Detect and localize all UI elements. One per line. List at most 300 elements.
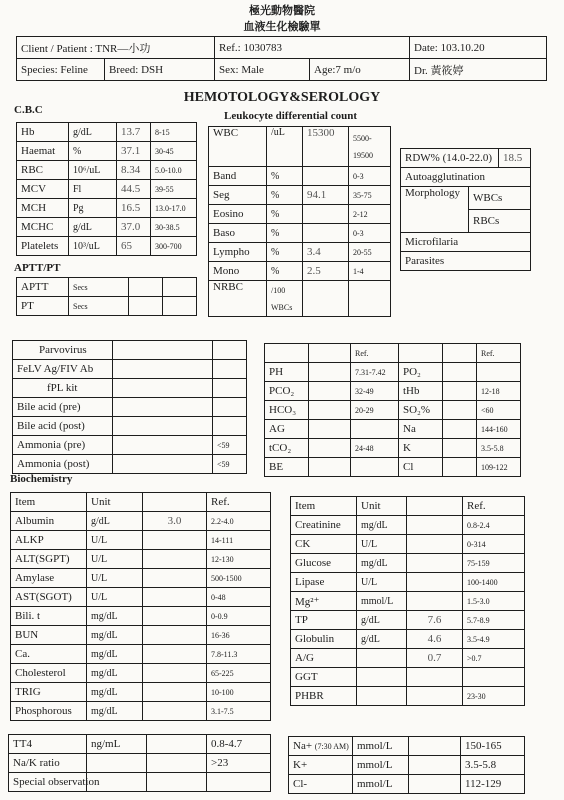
bottom-left-table (8, 734, 271, 792)
gas-name: Na (399, 420, 443, 439)
biochem-unit: g/dL (87, 512, 143, 531)
biochem-unit: mg/dL (87, 645, 143, 664)
gas-ref: 109-122 (477, 458, 521, 477)
biochem-row (291, 516, 525, 535)
wbc-ref-high: 19500 (353, 150, 373, 160)
gas-value (309, 439, 351, 458)
aptt-ref (163, 278, 197, 297)
leuko-ref: 2-12 (349, 205, 391, 224)
wbc-value: 15300 (303, 127, 349, 167)
biochem-unit: U/L (357, 573, 407, 592)
bottom-name (289, 756, 353, 775)
bloodgas-header (265, 344, 521, 363)
biochem-unit: mg/dL (87, 702, 143, 721)
ref-label: Ref.: (219, 41, 241, 54)
cbc-unit: g/dL (69, 218, 117, 237)
biochem-name: A/G (291, 649, 357, 668)
serology-row (13, 398, 247, 417)
leukocyte-table (208, 126, 391, 317)
leuko-row (209, 224, 391, 243)
gas-h1 (265, 344, 309, 363)
serology-value (113, 341, 213, 360)
biochem-value (143, 683, 207, 702)
biochem-row (11, 645, 271, 664)
ref-header: Ref. (207, 493, 271, 512)
nrbc-unit-2: WBCs (271, 302, 293, 312)
cbc-row (17, 142, 197, 161)
biochem-header (291, 497, 525, 516)
cbc-unit: % (69, 142, 117, 161)
cbc-value: 44.5 (117, 180, 151, 199)
biochem-unit (357, 687, 407, 706)
serology-row (13, 360, 247, 379)
aptt-name: APTT (17, 278, 69, 297)
aptt-value (129, 278, 163, 297)
cbc-name: Platelets (17, 237, 69, 256)
biochem-value (143, 607, 207, 626)
patient-info-table (16, 36, 547, 81)
biochem-ref: 500-1500 (207, 569, 271, 588)
biochem-row (11, 683, 271, 702)
biochem-unit: U/L (87, 588, 143, 607)
leuko-unit: % (267, 167, 303, 186)
bottom-value (147, 773, 207, 792)
nrbc-unit-1: /100 (271, 285, 286, 295)
biochem-name: Lipase (291, 573, 357, 592)
bottom-ref (207, 773, 271, 792)
cbc-ref: 5.0-10.0 (151, 161, 197, 180)
wbc-row (209, 127, 391, 167)
aptt-table (16, 277, 197, 316)
bottom-unit (87, 754, 147, 773)
serology-ref (213, 398, 247, 417)
bloodgas-row (265, 458, 521, 477)
leuko-ref: 1-4 (349, 262, 391, 281)
gas-h4 (399, 344, 443, 363)
biochem-unit: mmol/L (357, 592, 407, 611)
biochem-name: Globulin (291, 630, 357, 649)
sex-value: Male (241, 63, 264, 76)
biochem-value: 3.0 (143, 512, 207, 531)
bottom-name: Special observation (9, 773, 87, 792)
biochem-ref: 65-225 (207, 664, 271, 683)
serology-name: Ammonia (post) (13, 455, 113, 474)
biochem-value (143, 569, 207, 588)
gas-value (309, 401, 351, 420)
cbc-value: 37.1 (117, 142, 151, 161)
gas-ref: 24-48 (351, 439, 399, 458)
biochem-name: AST(SGOT) (11, 588, 87, 607)
gas-value (443, 401, 477, 420)
gas-ref: 3.5-5.8 (477, 439, 521, 458)
sex-label: Sex: (219, 63, 239, 76)
nrbc-name: NRBC (209, 281, 267, 317)
serology-ref: <59 (213, 436, 247, 455)
leuko-row (209, 262, 391, 281)
biochem-value (143, 626, 207, 645)
biochem-value (143, 645, 207, 664)
cbc-name: MCHC (17, 218, 69, 237)
cbc-name: MCH (17, 199, 69, 218)
value-header (143, 493, 207, 512)
gas-name: PH (265, 363, 309, 382)
gas-ref (351, 458, 399, 477)
aptt-name: PT (17, 297, 69, 316)
wbc-ref-low: 5500- (353, 133, 372, 143)
serology-row (13, 417, 247, 436)
cbc-row (17, 237, 197, 256)
leuko-value: 3.4 (303, 243, 349, 262)
biochem-header (11, 493, 271, 512)
biochem-ref (463, 668, 525, 687)
serology-value (113, 398, 213, 417)
leuko-name: Seg (209, 186, 267, 205)
morphology-label: Morphology (401, 187, 469, 233)
biochem-ref: 14-111 (207, 531, 271, 550)
biochem-ref: 3.1-7.5 (207, 702, 271, 721)
cbc-unit: Pg (69, 199, 117, 218)
cbc-ref: 30-38.5 (151, 218, 197, 237)
biochem-ref: 2.2-4.0 (207, 512, 271, 531)
biochem-value (407, 573, 463, 592)
gas-ref: 32-49 (351, 382, 399, 401)
biochem-name: Cholesterol (11, 664, 87, 683)
biochem-row (291, 554, 525, 573)
biochem-unit: U/L (87, 569, 143, 588)
wbcs-label: WBCs (469, 187, 530, 210)
bottom-left-row (9, 773, 271, 792)
biochem-unit: g/dL (357, 630, 407, 649)
unit-header: Unit (357, 497, 407, 516)
electrolyte-time: (7:30 AM) (314, 742, 349, 751)
biochem-value (407, 516, 463, 535)
biochem-row (291, 611, 525, 630)
biochem-unit: mg/dL (357, 516, 407, 535)
biochem-value: 0.7 (407, 649, 463, 668)
biochem-name: Albumin (11, 512, 87, 531)
biochem-ref: 5.7-8.9 (463, 611, 525, 630)
serology-ref: <59 (213, 455, 247, 474)
biochem-ref: 3.5-4.9 (463, 630, 525, 649)
gas-name: HCO₃ (265, 401, 309, 420)
gas-value (309, 458, 351, 477)
biochem-row (11, 531, 271, 550)
bloodgas-row (265, 401, 521, 420)
cbc-ref: 300-700 (151, 237, 197, 256)
nrbc-unit (267, 281, 303, 317)
cbc-name: Hb (17, 123, 69, 142)
biochem-unit: mg/dL (87, 626, 143, 645)
aptt-label: APTT/PT (14, 262, 61, 274)
electrolyte-name: K+ (293, 759, 308, 771)
biochem-value (407, 592, 463, 611)
biochem-row (291, 649, 525, 668)
gas-ref: 12-18 (477, 382, 521, 401)
biochem-row (11, 664, 271, 683)
biochem-right-table (290, 496, 525, 706)
electrolyte-name: Na+ (293, 740, 313, 752)
biochem-name: Glucose (291, 554, 357, 573)
biochem-ref: 16-36 (207, 626, 271, 645)
value-header (407, 497, 463, 516)
leukocyte-label: Leukocyte differential count (224, 110, 358, 122)
serology-name: Parvovirus (13, 341, 113, 360)
bloodgas-row (265, 420, 521, 439)
cbc-row (17, 180, 197, 199)
bottom-ref: 0.8-4.7 (207, 735, 271, 754)
biochem-name: Mg²⁺ (291, 592, 357, 611)
biochem-value: 4.6 (407, 630, 463, 649)
gas-value (309, 382, 351, 401)
cbc-name: RBC (17, 161, 69, 180)
biochem-left-table (10, 492, 271, 721)
serology-ref (213, 341, 247, 360)
serology-value (113, 455, 213, 474)
client-value: TNR—小功 (95, 42, 151, 55)
cbc-unit: g/dL (69, 123, 117, 142)
microfilaria-label: Microfilaria (401, 233, 531, 252)
aptt-ref (163, 297, 197, 316)
cbc-ref: 30-45 (151, 142, 197, 161)
leuko-value (303, 224, 349, 243)
bottom-name (289, 775, 353, 794)
aptt-unit: Secs (69, 297, 129, 316)
biochem-row (11, 550, 271, 569)
gas-name: SO₂% (399, 401, 443, 420)
serology-table (12, 340, 247, 474)
biochem-value (143, 664, 207, 683)
biochem-ref: 0-48 (207, 588, 271, 607)
wbc-ref (349, 127, 391, 167)
bloodgas-row (265, 439, 521, 458)
biochem-name: TP (291, 611, 357, 630)
biochem-row (11, 626, 271, 645)
bottom-ref: 150-165 (461, 737, 525, 756)
biochem-row (291, 668, 525, 687)
rdw-label: RDW% (14.0-22.0) (401, 149, 499, 168)
cbc-value: 8.34 (117, 161, 151, 180)
leuko-name: Eosino (209, 205, 267, 224)
biochem-row (291, 535, 525, 554)
gas-name: PO₂ (399, 363, 443, 382)
biochem-row (291, 573, 525, 592)
leuko-unit: % (267, 262, 303, 281)
leuko-ref: 20-55 (349, 243, 391, 262)
bottom-unit: mmol/L (353, 756, 409, 775)
biochem-value (407, 687, 463, 706)
aptt-unit: Secs (69, 278, 129, 297)
biochem-name: Amylase (11, 569, 87, 588)
leuko-value (303, 205, 349, 224)
item-header: Item (11, 493, 87, 512)
gas-name: PCO₂ (265, 382, 309, 401)
biochem-name: BUN (11, 626, 87, 645)
biochem-row (291, 592, 525, 611)
form-title: 血液生化檢驗單 (243, 21, 321, 33)
leuko-value: 2.5 (303, 262, 349, 281)
autoagglutination-label: Autoagglutination (401, 168, 531, 187)
biochem-row (11, 512, 271, 531)
biochem-name: GGT (291, 668, 357, 687)
biochem-name: PHBR (291, 687, 357, 706)
aptt-row (17, 297, 197, 316)
gas-name: Cl (399, 458, 443, 477)
bottom-unit: mmol/L (353, 775, 409, 794)
biochem-ref: 0-314 (463, 535, 525, 554)
biochem-unit: U/L (87, 550, 143, 569)
cbc-row (17, 123, 197, 142)
gas-value (443, 420, 477, 439)
wbc-name: WBC (209, 127, 267, 167)
serology-value (113, 360, 213, 379)
biochem-value: 7.6 (407, 611, 463, 630)
breed-label: Breed: (109, 63, 139, 76)
biochem-row (11, 569, 271, 588)
serology-row (13, 455, 247, 474)
rdw-value: 18.5 (499, 149, 531, 168)
cbc-ref: 8-15 (151, 123, 197, 142)
bottom-value (147, 735, 207, 754)
bloodgas-row (265, 363, 521, 382)
bottom-unit: mmol/L (353, 737, 409, 756)
gas-ref: 144-160 (477, 420, 521, 439)
leuko-name: Mono (209, 262, 267, 281)
biochem-row (11, 588, 271, 607)
bottom-ref: >23 (207, 754, 271, 773)
leuko-value (303, 167, 349, 186)
nrbc-value (303, 281, 349, 317)
biochem-unit (357, 668, 407, 687)
biochem-ref: 1.5-3.0 (463, 592, 525, 611)
serology-value (113, 436, 213, 455)
bottom-value (409, 737, 461, 756)
serology-ref (213, 379, 247, 398)
leuko-name: Band (209, 167, 267, 186)
bottom-ref: 112-129 (461, 775, 525, 794)
serology-row (13, 341, 247, 360)
ref-header: Ref. (463, 497, 525, 516)
leuko-unit: % (267, 186, 303, 205)
parasites-label: Parasites (401, 252, 531, 271)
biochem-name: ALT(SGPT) (11, 550, 87, 569)
biochem-unit: U/L (357, 535, 407, 554)
gas-value (309, 420, 351, 439)
breed-value: DSH (141, 63, 164, 76)
biochem-name: CK (291, 535, 357, 554)
aptt-row (17, 278, 197, 297)
biochem-ref: 0.8-2.4 (463, 516, 525, 535)
cbc-row (17, 161, 197, 180)
bottom-left-row (9, 754, 271, 773)
rdw-table (400, 148, 531, 271)
biochem-name: Phosphorous (11, 702, 87, 721)
biochem-unit: mg/dL (87, 683, 143, 702)
serology-name: Bile acid (post) (13, 417, 113, 436)
biochem-ref: 7.8-11.3 (207, 645, 271, 664)
biochem-value (143, 588, 207, 607)
date-label: Date: (414, 41, 438, 54)
leuko-row (209, 205, 391, 224)
gas-ref: 20-29 (351, 401, 399, 420)
gas-h5 (443, 344, 477, 363)
biochem-name: Bili. t (11, 607, 87, 626)
cbc-label: C.B.C (14, 104, 43, 116)
doctor-label: Dr. (414, 64, 428, 77)
bloodgas-row (265, 382, 521, 401)
biochem-value (407, 535, 463, 554)
leuko-unit: % (267, 224, 303, 243)
biochem-row (11, 607, 271, 626)
leuko-unit: % (267, 243, 303, 262)
gas-value (443, 382, 477, 401)
wbc-unit: /uL (267, 127, 303, 167)
bottom-right-row (289, 775, 525, 794)
gas-name: tHb (399, 382, 443, 401)
age-label: Age: (314, 63, 336, 76)
biochem-row (291, 687, 525, 706)
biochem-name: TRIG (11, 683, 87, 702)
bloodgas-table (264, 343, 521, 477)
cbc-ref: 13.0-17.0 (151, 199, 197, 218)
item-header: Item (291, 497, 357, 516)
gas-ref-header-left: Ref. (351, 344, 399, 363)
aptt-value (129, 297, 163, 316)
biochem-unit: g/dL (357, 611, 407, 630)
leuko-name: Baso (209, 224, 267, 243)
nrbc-ref (349, 281, 391, 317)
gas-h2 (309, 344, 351, 363)
bottom-value (147, 754, 207, 773)
bottom-name: TT4 (9, 735, 87, 754)
biochem-value (407, 668, 463, 687)
cbc-row (17, 199, 197, 218)
cbc-unit: 10⁶/uL (69, 161, 117, 180)
bottom-ref: 3.5-5.8 (461, 756, 525, 775)
gas-value (309, 363, 351, 382)
serology-name: FeLV Ag/FIV Ab (13, 360, 113, 379)
biochem-ref: 75-159 (463, 554, 525, 573)
biochem-unit: mg/dL (357, 554, 407, 573)
biochem-value (407, 554, 463, 573)
bottom-right-table (288, 736, 525, 794)
cbc-value: 37.0 (117, 218, 151, 237)
leuko-row (209, 186, 391, 205)
doctor-value: 黃筱婷 (430, 64, 464, 77)
age-value: 7 m/o (335, 63, 361, 76)
gas-name: AG (265, 420, 309, 439)
leuko-unit: % (267, 205, 303, 224)
leuko-row (209, 243, 391, 262)
date-value: 103.10.20 (440, 41, 485, 54)
ref-value: 1030783 (243, 41, 282, 54)
species-label: Species: (21, 63, 58, 76)
serology-value (113, 379, 213, 398)
nrbc-row (209, 281, 391, 317)
gas-ref (351, 420, 399, 439)
gas-ref-header-right: Ref. (477, 344, 521, 363)
biochem-ref: 100-1400 (463, 573, 525, 592)
gas-name: tCO₂ (265, 439, 309, 458)
biochem-label: Biochemistry (10, 473, 73, 485)
biochem-row (291, 630, 525, 649)
biochem-name: Ca. (11, 645, 87, 664)
unit-header: Unit (87, 493, 143, 512)
biochem-ref: 12-130 (207, 550, 271, 569)
bottom-right-row (289, 756, 525, 775)
biochem-name: Creatinine (291, 516, 357, 535)
gas-ref: 7.31-7.42 (351, 363, 399, 382)
biochem-value (143, 702, 207, 721)
